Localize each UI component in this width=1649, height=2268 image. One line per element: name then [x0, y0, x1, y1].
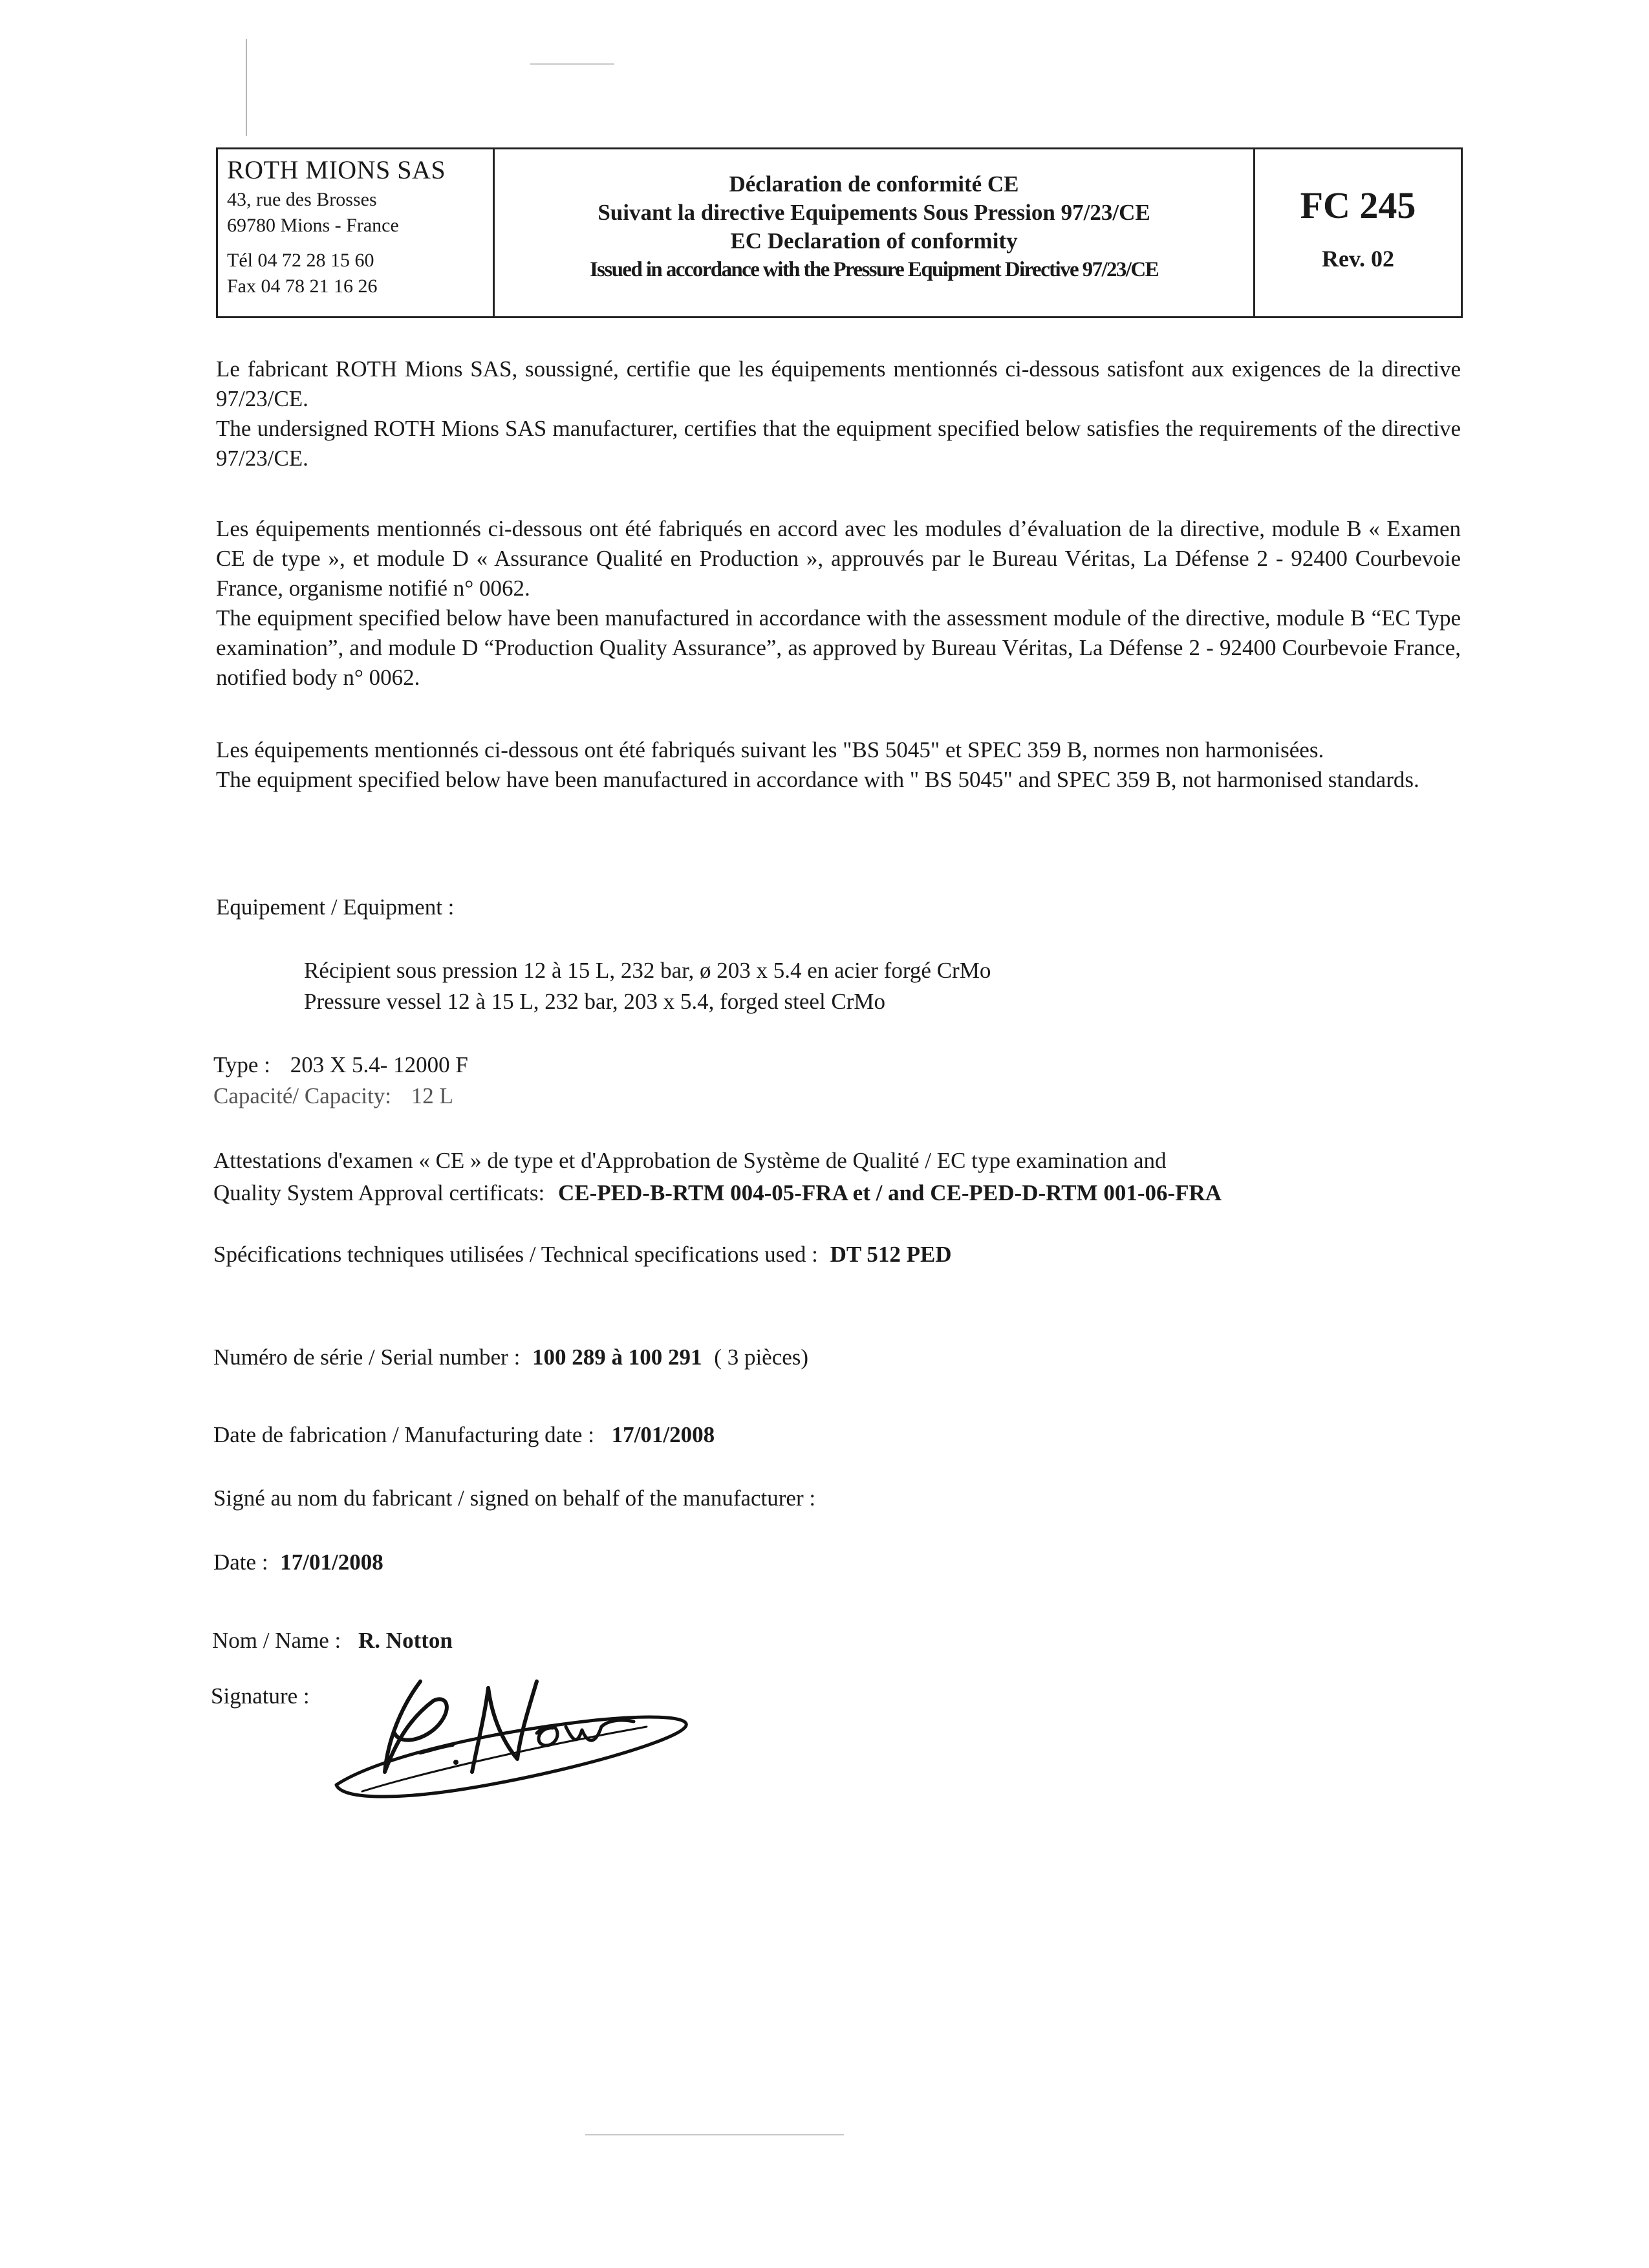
paragraph-certification: [216, 354, 1461, 473]
subtitle-en: Issued in accordance with the Pressure Equipment Directive 97/23/CE: [589, 258, 1159, 281]
company-phone: Tél 04 72 28 15 60: [227, 250, 374, 271]
type-value: 203 X 5.4- 12000 F: [290, 1052, 468, 1077]
form-revision: Rev. 02: [1322, 246, 1394, 272]
date-row: [213, 1548, 383, 1577]
signed-on-behalf: Signé au nom du fabricant / signed on behalf of the manufacturer :: [213, 1485, 816, 1511]
paragraph-fr: Les équipements mentionnés ci-dessous ont été fabriqués en accord avec les modules d’évaluation de la directive, module B « Examen CE de type », et module D « Assurance Qualité en Production », approuvés par le Bureau Véritas, La Défense 2 - 92400 Courbevoie France, organisme notifié n° 0062.: [216, 516, 1461, 601]
scan-artifact: [585, 2134, 844, 2135]
capacity-label: Capacité/ Capacity:: [213, 1083, 392, 1108]
manufacturing-date-label: Date de fabrication / Manufacturing date :: [213, 1422, 594, 1447]
paragraph-en: The equipment specified below have been manufactured in accordance with the assessment module of the directive, module B “EC Type examination”, and module D “Production Quality Assurance”, as approved by Bureau Véritas, La Défense 2 - 92400 Courbevoie France, notified body n° 0062.: [216, 605, 1461, 690]
attestation-line2: [213, 1178, 1222, 1208]
equipment-description-fr: Récipient sous pression 12 à 15 L, 232 bar, ø 203 x 5.4 en acier forgé CrMo: [304, 958, 991, 983]
company-fax: Fax 04 78 21 16 26: [227, 275, 378, 297]
name-value: R. Notton: [358, 1628, 453, 1653]
serial-value: 100 289 à 100 291: [532, 1345, 702, 1370]
title-en: EC Declaration of conformity: [730, 228, 1018, 254]
title-fr: Déclaration de conformité CE: [729, 171, 1019, 197]
handwritten-signature: [323, 1662, 705, 1811]
paragraph-en: The undersigned ROTH Mions SAS manufacturer, certifies that the equipment specified below satisfies the requirements of the directive 97/23/CE.: [216, 416, 1461, 471]
type-row: [213, 1050, 468, 1080]
company-block: [218, 149, 495, 316]
serial-count: ( 3 pièces): [714, 1345, 809, 1370]
manufacturing-date-value: 17/01/2008: [611, 1422, 715, 1447]
attestation-line1: Attestations d'examen « CE » de type et d'Approbation de Système de Qualité / EC type examination and: [213, 1148, 1167, 1173]
paragraph-assessment: [216, 514, 1461, 693]
equipment-label: Equipement / Equipment :: [216, 894, 455, 920]
attestation-label: Quality System Approval certificats:: [213, 1180, 545, 1205]
name-label: Nom / Name :: [212, 1628, 341, 1653]
manufacturing-date-row: [213, 1420, 715, 1450]
reference-block: [1255, 149, 1461, 316]
scan-artifact: [530, 63, 614, 65]
paragraph-fr: Le fabricant ROTH Mions SAS, soussigné, certifie que les équipements mentionnés ci-dessous satisfont aux exigences de la directive 97/23/CE.: [216, 356, 1461, 411]
specs-row: [213, 1240, 952, 1269]
capacity-row: [213, 1081, 453, 1111]
specs-value: DT 512 PED: [830, 1242, 952, 1267]
name-row: [212, 1626, 453, 1656]
equipment-description-en: Pressure vessel 12 à 15 L, 232 bar, 203 x 5.4, forged steel CrMo: [304, 989, 886, 1014]
serial-label: Numéro de série / Serial number :: [213, 1345, 521, 1370]
company-city: 69780 Mions - France: [227, 215, 399, 236]
document-header: [216, 147, 1463, 318]
specs-label: Spécifications techniques utilisées / Technical specifications used :: [213, 1242, 818, 1267]
form-code: FC 245: [1300, 184, 1416, 226]
date-label: Date :: [213, 1550, 268, 1575]
paragraph-en: The equipment specified below have been manufactured in accordance with " BS 5045" and SPEC 359 B, not harmonised standards.: [216, 767, 1419, 792]
type-label: Type :: [213, 1052, 270, 1077]
subtitle-fr: Suivant la directive Equipements Sous Pression 97/23/CE: [598, 200, 1150, 225]
company-name: ROTH MIONS SAS: [227, 155, 446, 184]
capacity-value: 12 L: [411, 1083, 453, 1108]
title-block: [495, 149, 1255, 316]
certificate-numbers: CE-PED-B-RTM 004-05-FRA et / and CE-PED-D-RTM 001-06-FRA: [558, 1180, 1222, 1205]
paragraph-standards: [216, 735, 1461, 795]
company-street: 43, rue des Brosses: [227, 189, 377, 210]
serial-row: [213, 1343, 808, 1372]
signature-label: Signature :: [211, 1683, 310, 1709]
date-value: 17/01/2008: [280, 1550, 383, 1575]
paragraph-fr: Les équipements mentionnés ci-dessous ont été fabriqués suivant les "BS 5045" et SPEC 359 B, normes non harmonisées.: [216, 737, 1324, 762]
scan-artifact: [246, 39, 247, 136]
